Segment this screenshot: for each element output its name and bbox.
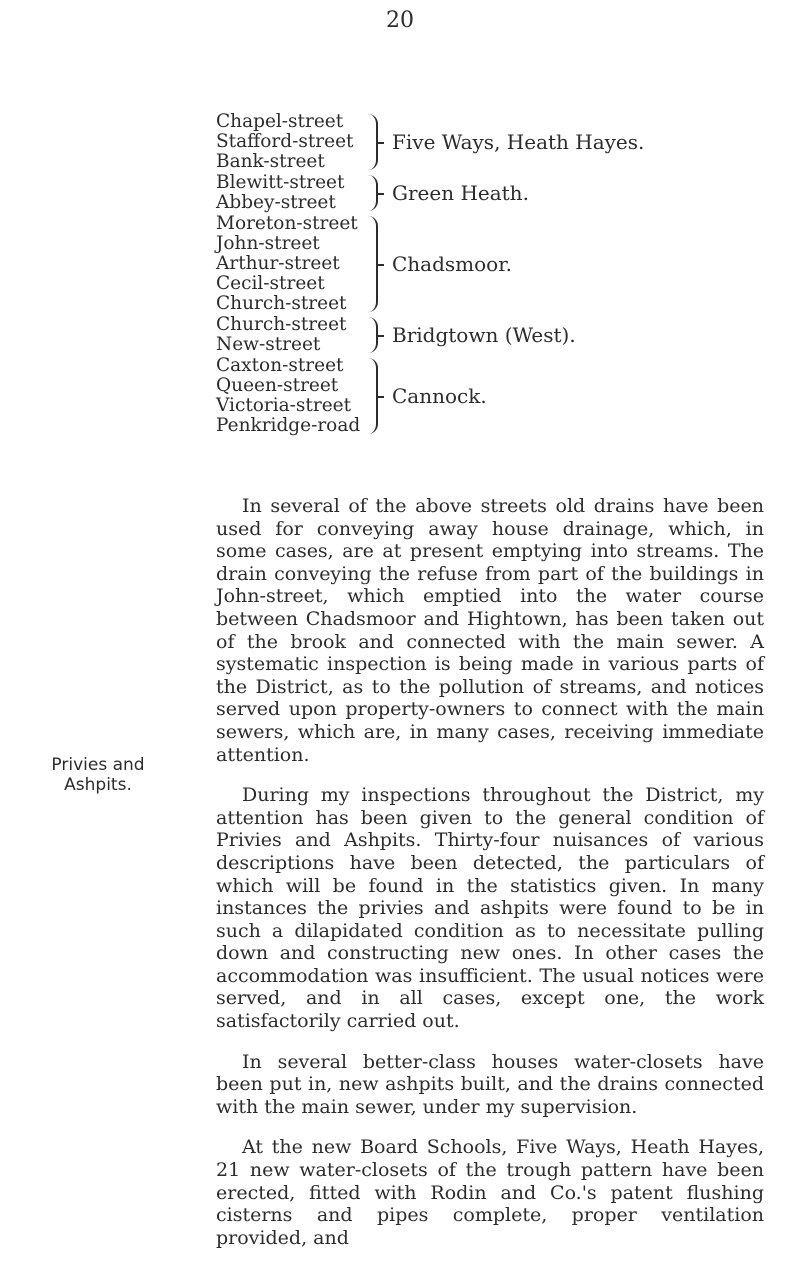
- paragraph: In several of the above streets old drains have been used for conveying away house drainage, which, in some cases, are at present emptying into streams. The drain conveying the refuse from part of the buildings in John-street, which emptied into the water course between Chadsmoor and Hightown, has been taken out of the brook and connected with the main sewer. A systematic inspection is being made in various parts of the District, as to the pollution of streams, and notices served upon property-owners to connect with the main sewers, which are, in many cases, receiving immediate attention.: [216, 495, 764, 766]
- street-list: [216, 173, 356, 213]
- street-name: Caxton-street: [216, 355, 344, 376]
- street-name: Church-street: [216, 293, 347, 314]
- brace: [360, 317, 378, 353]
- street-list: [216, 315, 356, 355]
- street-name: Church-street: [216, 314, 347, 335]
- street-name: Abbey-street: [216, 192, 336, 213]
- brace: [360, 114, 378, 170]
- page-number: 20: [386, 8, 414, 33]
- street-name: Moreton-street: [216, 213, 358, 234]
- district-name: Chadsmoor.: [392, 252, 512, 276]
- district-name: Green Heath.: [392, 181, 529, 205]
- street-name: Chapel-street: [216, 111, 344, 132]
- body-text: [216, 495, 764, 1267]
- street-name: Queen-street: [216, 375, 339, 396]
- street-name: Bank-street: [216, 151, 325, 172]
- street-name: New-street: [216, 334, 321, 355]
- street-name: Victoria-street: [216, 395, 352, 416]
- brace: [360, 358, 378, 434]
- paragraph: In several better-class houses water-closets have been put in, new ashpits built, and the drains connected with the main sewer, under my supervision.: [216, 1050, 764, 1118]
- district-name: Five Ways, Heath Hayes.: [392, 130, 645, 154]
- street-group: [216, 173, 756, 213]
- street-name: Blewitt-street: [216, 172, 345, 193]
- street-group: [216, 112, 756, 172]
- street-group: [216, 356, 756, 436]
- street-group: [216, 214, 756, 314]
- street-list: [216, 355, 361, 436]
- district-name: Bridgtown (West).: [392, 323, 576, 347]
- street-name: Arthur-street: [216, 253, 340, 274]
- paragraph: At the new Board Schools, Five Ways, Heath Hayes, 21 new water-closets of the trough pattern have been erected, fitted with Rodin and Co.'s patent flushing cisterns and pipes complete, proper ventilation provided, and: [216, 1136, 764, 1249]
- street-list: [216, 214, 356, 314]
- street-name: Stafford-street: [216, 131, 354, 152]
- street-name: Penkridge-road: [216, 415, 361, 436]
- brace: [360, 216, 378, 312]
- street-list: [216, 112, 356, 172]
- street-district-list: [216, 112, 756, 437]
- street-group: [216, 315, 756, 355]
- street-name: Cecil-street: [216, 273, 325, 294]
- district-name: Cannock.: [392, 384, 487, 408]
- paragraph: During my inspections throughout the District, my attention has been given to the general condition of Privies and Ashpits. Thirty-four nuisances of various descriptions have been detected, the particulars of which will be found in the statistics given. In many instances the privies and ashpits were found to be in such a dilapidated condition as to necessitate pulling down and constructing new ones. In other cases the accommodation was insufficient. The usual notices were served, and in all cases, except one, the work satisfactorily carried out.: [216, 784, 764, 1033]
- street-name: John-street: [216, 233, 320, 254]
- margin-note: Privies and Ashpits.: [51, 755, 145, 795]
- brace: [360, 175, 378, 211]
